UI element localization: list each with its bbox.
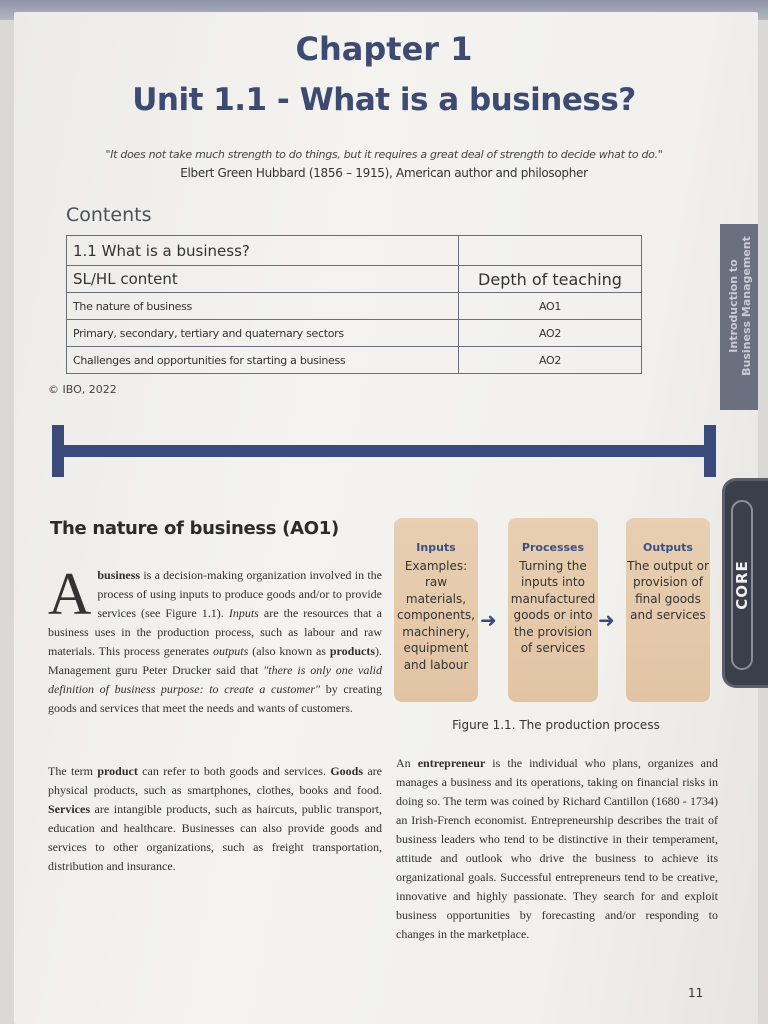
quote-author: Elbert Green Hubbard (1856 – 1915), American author and philosopher	[180, 166, 588, 180]
side-tab-label: Introduction to Business Management	[727, 236, 753, 376]
flow-box-inputs	[394, 518, 478, 702]
row-level: AO2	[459, 320, 642, 347]
copyright: © IBO, 2022	[48, 383, 117, 396]
table-row	[67, 347, 642, 374]
flow-text-outputs: The output or provision of final goods and services	[627, 558, 709, 622]
quote-text: "It does not take much strength to do things, but it requires a great deal of strength to decide what to do."	[105, 148, 663, 161]
col-depth-header: Depth of teaching	[459, 266, 642, 293]
flow-text-processes: Turning the inputs into manufactured goods or into the provision of services	[510, 558, 596, 655]
arrow-right-icon: ➜	[480, 608, 497, 632]
figure-caption: Figure 1.1. The production process	[452, 718, 660, 732]
arrow-right-icon: ➜	[598, 608, 615, 632]
flow-box-processes	[508, 518, 598, 702]
section-title: The nature of business (AO1)	[50, 518, 339, 539]
core-tab-label: CORE	[733, 560, 751, 610]
unit-title: Unit 1.1 - What is a business?	[132, 82, 636, 118]
dropcap: A	[48, 561, 92, 627]
flow-box-outputs	[626, 518, 710, 702]
row-topic: Primary, secondary, tertiary and quaternary sectors	[67, 320, 459, 347]
paragraph-intro: Abusiness is a decision-making organization involved in the process of using inputs to produce goods and/or to provide services (see Figure 1.1). Inputs are the resources that a business uses in the production process, such as labour and raw materials. This process generates outputs (also known as products). Management guru Peter Drucker said that "there is only one valid definition of business purpose: to create a customer" by creating goods and services that meet the needs and wants of customers.	[48, 561, 382, 715]
paragraph-product: The term product can refer to both goods and services. Goods are physical products, such as smartphones, clothes, books and food. Services are intangible products, such as haircuts, public transport, education and healthcare. Businesses can also provide goods and services to other organizations, such as freight transportation, distribution and insurance.	[48, 764, 383, 873]
flow-text-inputs: Examples: raw materials, components, machinery, equipment and labour	[397, 558, 475, 672]
col-content-header: SL/HL content	[67, 266, 459, 293]
row-topic: The nature of business	[67, 293, 459, 320]
row-topic: Challenges and opportunities for starting a business	[67, 347, 459, 374]
flow-head-processes: Processes	[521, 541, 585, 554]
contents-heading-row	[67, 236, 642, 266]
row-level: AO2	[459, 347, 642, 374]
contents-heading-empty	[459, 236, 642, 266]
divider-bar	[52, 445, 716, 457]
contents-title: Contents	[66, 204, 152, 226]
flow-head-outputs: Outputs	[643, 541, 693, 554]
table-row	[67, 320, 642, 347]
paragraph-entrepreneur: An entrepreneur is the individual who plans, organizes and manages a business and its operations, taking on financial risks in doing so. The term was coined by Richard Cantillon (1680 - 1734) an Irish-French economist. Entrepreneurship describes the trait of business leaders who tend to be distinctive in their temperament, attitude and outlook who drive the business to achieve its organizational goals. Successful entrepreneurs tend to be creative, innovative and highly passionate. They search for and exploit business opportunities by forecasting and/or responding to changes in the marketplace.	[396, 756, 718, 941]
contents-heading: 1.1 What is a business?	[67, 236, 459, 266]
flow-head-inputs: Inputs	[416, 541, 456, 554]
chapter-title: Chapter 1	[295, 30, 473, 68]
contents-table	[66, 235, 642, 374]
row-level: AO1	[459, 293, 642, 320]
table-row	[67, 293, 642, 320]
contents-column-row	[67, 266, 642, 293]
page-number: 11	[688, 986, 704, 1000]
